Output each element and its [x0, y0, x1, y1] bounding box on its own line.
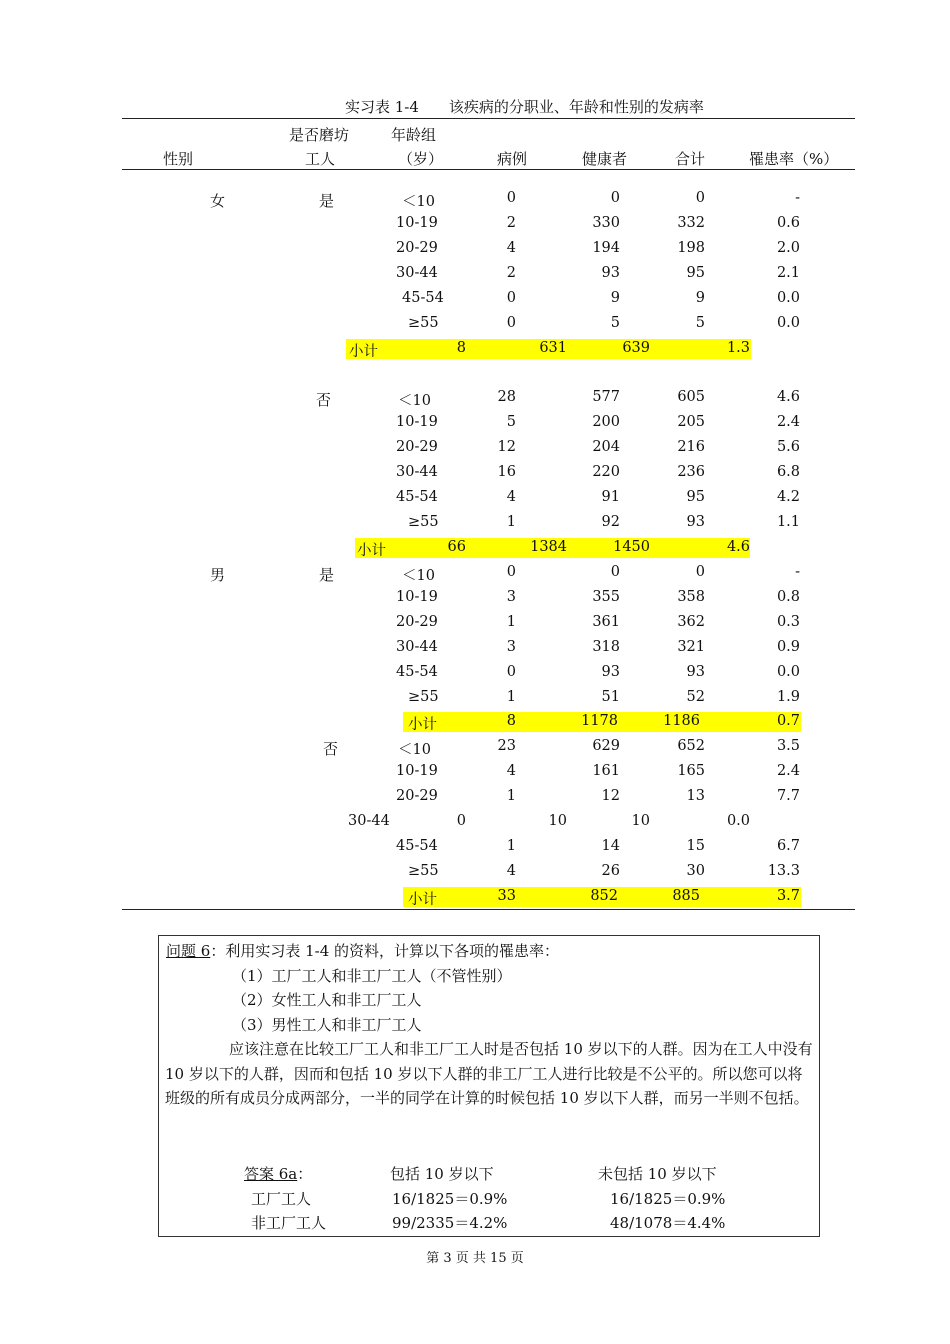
table-cell: 204 — [592, 439, 620, 455]
table-cell: 198 — [677, 240, 705, 256]
subtotal-label: 小计 — [408, 717, 437, 733]
table-cell: 9 — [695, 290, 705, 306]
table-cell: 93 — [601, 265, 620, 281]
worker-yes-label: 是 — [319, 192, 335, 210]
question-label: 问题 6 — [166, 942, 211, 960]
answer-colon: ： — [297, 1165, 313, 1183]
answer-label: 答案 6a — [244, 1165, 298, 1183]
subtotal-cell: 4.6 — [726, 539, 750, 555]
question-item: （2）女性工人和非工厂工人 — [232, 991, 422, 1009]
table-cell: 6.8 — [776, 464, 800, 480]
age-group-cell: 10-19 — [396, 215, 438, 231]
subtotal-cell: 852 — [590, 888, 618, 904]
table-cell: 1 — [506, 788, 516, 804]
age-group-cell: 45-54 — [402, 290, 444, 306]
table-cell: 4 — [506, 489, 516, 505]
subtotal-cell: 1.3 — [726, 340, 750, 356]
age-group-cell: 30-44 — [396, 265, 438, 281]
table-cell: 0 — [506, 315, 516, 331]
table-cell: 2.4 — [776, 414, 800, 430]
table-cell: 0.8 — [776, 589, 800, 605]
table-cell: 2.0 — [776, 240, 800, 256]
age-group-cell: 30-44 — [396, 639, 438, 655]
table-cell: 1 — [506, 689, 516, 705]
age-group-cell: 20-29 — [396, 439, 438, 455]
answer-col1-header: 包括 10 岁以下 — [390, 1165, 494, 1183]
age-group-cell: ＜10 — [398, 393, 431, 409]
table-cell: 93 — [686, 664, 705, 680]
table-cell: 0.9 — [776, 639, 800, 655]
table-cell: 161 — [592, 763, 620, 779]
table-title: 实习表 1-4 该疾病的分职业、年龄和性别的发病率 — [345, 98, 704, 116]
table-cell: 51 — [601, 689, 620, 705]
table-cell: 10 — [631, 813, 650, 829]
header-total: 合计 — [675, 150, 706, 168]
table-cell: 4 — [506, 240, 516, 256]
table-cell: 0.0 — [776, 664, 800, 680]
table-cell: 318 — [592, 639, 620, 655]
table-cell: 165 — [677, 763, 705, 779]
question-intro: ：利用实习表 1-4 的资料，计算以下各项的罹患率： — [210, 942, 560, 960]
header-worker-line2: 工人 — [305, 150, 336, 168]
subtotal-label: 小计 — [357, 543, 386, 559]
table-cell: 652 — [677, 738, 705, 754]
table-cell: 5 — [695, 315, 705, 331]
table-cell: 205 — [677, 414, 705, 430]
sex-female-label: 女 — [210, 192, 226, 210]
answer-value: 16/1825＝0.9% — [610, 1190, 726, 1208]
table-cell: 1 — [506, 614, 516, 630]
worker-no-label: 否 — [323, 740, 339, 758]
table-cell: 0 — [506, 190, 516, 206]
age-group-cell: 20-29 — [396, 614, 438, 630]
table-cell: 0 — [506, 564, 516, 580]
table-cell: 13.3 — [767, 863, 800, 879]
subtotal-cell: 631 — [539, 340, 567, 356]
table-cell: 629 — [592, 738, 620, 754]
question-note: 应该注意在比较工厂工人和非工厂工人时是否包括 10 岁以下的人群。因为在工人中没有 10 岁以下的人群，因而和包括 10 岁以下人群的非工厂工人进行比较是不公平的。所以您可以将班级的所有成员分成两部分，一半的同学在计算的时候包括 10 岁以下人群，而另一半则不包括。 — [165, 1040, 813, 1108]
table-cell: 2 — [506, 215, 516, 231]
header-rate: 罹患率（%） — [749, 150, 839, 168]
age-group-cell: 45-54 — [396, 489, 438, 505]
subtotal-cell: 1450 — [613, 539, 650, 555]
header-cases: 病例 — [497, 150, 528, 168]
table-cell: 52 — [686, 689, 705, 705]
table-cell: 216 — [677, 439, 705, 455]
age-group-cell: 20-29 — [396, 788, 438, 804]
table-cell: 23 — [497, 738, 516, 754]
table-cell: 2.1 — [776, 265, 800, 281]
answer-value: 48/1078＝4.4% — [610, 1214, 726, 1232]
table-cell: 6.7 — [776, 838, 800, 854]
header-bottom-rule — [122, 169, 855, 170]
subtotal-cell: 3.7 — [776, 888, 800, 904]
table-cell: 3 — [506, 589, 516, 605]
answer-row-label: 非工厂工人 — [251, 1214, 327, 1232]
table-cell: 577 — [592, 389, 620, 405]
answer-col2-header: 未包括 10 岁以下 — [598, 1165, 717, 1183]
answer-heading — [244, 1163, 312, 1184]
subtotal-cell: 33 — [497, 888, 516, 904]
table-cell: 4.2 — [776, 489, 800, 505]
sex-male-label: 男 — [210, 566, 226, 584]
table-cell: 26 — [601, 863, 620, 879]
subtotal-cell: 885 — [672, 888, 700, 904]
header-healthy: 健康者 — [582, 150, 628, 168]
table-cell: 13 — [686, 788, 705, 804]
table-cell: 605 — [677, 389, 705, 405]
table-cell: 194 — [592, 240, 620, 256]
table-cell: 1 — [506, 514, 516, 530]
table-cell: 332 — [677, 215, 705, 231]
table-cell: 10 — [548, 813, 567, 829]
table-cell: 95 — [686, 265, 705, 281]
table-cell: 361 — [592, 614, 620, 630]
table-cell: 5 — [610, 315, 620, 331]
table-cell: 91 — [601, 489, 620, 505]
question-item: （3）男性工人和非工厂工人 — [232, 1016, 422, 1034]
table-cell: 92 — [601, 514, 620, 530]
subtotal-cell: 1178 — [581, 713, 618, 729]
age-group-cell: ≥55 — [408, 863, 439, 879]
table-cell: 2 — [506, 265, 516, 281]
table-cell: 1.9 — [776, 689, 800, 705]
table-cell: 9 — [610, 290, 620, 306]
table-cell: 358 — [677, 589, 705, 605]
table-cell: 362 — [677, 614, 705, 630]
question-heading — [166, 940, 559, 961]
age-group-cell: 10-19 — [396, 763, 438, 779]
table-cell: 0 — [610, 190, 620, 206]
table-cell: 0 — [695, 190, 705, 206]
table-top-rule — [122, 118, 855, 119]
table-cell: 30 — [686, 863, 705, 879]
table-cell: 355 — [592, 589, 620, 605]
table-cell: 93 — [686, 514, 705, 530]
worker-yes-label: 是 — [319, 566, 335, 584]
table-cell: 1.1 — [776, 514, 800, 530]
age-group-cell: ＜10 — [402, 194, 435, 210]
table-cell: 0.0 — [776, 290, 800, 306]
table-cell: 0.0 — [726, 813, 750, 829]
table-cell: 93 — [601, 664, 620, 680]
table-cell: 2.4 — [776, 763, 800, 779]
table-cell: 220 — [592, 464, 620, 480]
age-group-cell: 45-54 — [396, 838, 438, 854]
table-cell: 7.7 — [776, 788, 800, 804]
table-cell: 0 — [456, 813, 466, 829]
table-cell: 1 — [506, 838, 516, 854]
table-cell: 330 — [592, 215, 620, 231]
header-worker-line1: 是否磨坊 — [289, 126, 350, 144]
page-footer: 第 3 页 共 15 页 — [426, 1251, 524, 1266]
subtotal-cell: 639 — [622, 340, 650, 356]
table-cell: 15 — [686, 838, 705, 854]
answer-value: 99/2335＝4.2% — [392, 1214, 508, 1232]
table-cell: 12 — [601, 788, 620, 804]
age-group-cell: 30-44 — [348, 813, 390, 829]
table-cell: 0.0 — [776, 315, 800, 331]
table-cell: 28 — [497, 389, 516, 405]
age-group-cell: ＜10 — [398, 742, 431, 758]
header-age-line2: （岁） — [398, 150, 444, 168]
age-group-cell: ≥55 — [408, 689, 439, 705]
subtotal-cell: 66 — [447, 539, 466, 555]
age-group-cell: ＜10 — [402, 568, 435, 584]
header-age-line1: 年龄组 — [391, 126, 437, 144]
table-cell: 0.3 — [776, 614, 800, 630]
answer-value: 16/1825＝0.9% — [392, 1190, 508, 1208]
table-cell: 4.6 — [776, 389, 800, 405]
age-group-cell: 45-54 — [396, 664, 438, 680]
table-cell: 95 — [686, 489, 705, 505]
subtotal-cell: 8 — [456, 340, 466, 356]
age-group-cell: 10-19 — [396, 414, 438, 430]
age-group-cell: 30-44 — [396, 464, 438, 480]
table-cell: 16 — [497, 464, 516, 480]
age-group-cell: 20-29 — [396, 240, 438, 256]
subtotal-label: 小计 — [408, 892, 437, 908]
worker-no-label: 否 — [316, 391, 332, 409]
subtotal-cell: 8 — [506, 713, 516, 729]
table-cell: 4 — [506, 763, 516, 779]
table-cell: 200 — [592, 414, 620, 430]
table-cell: 321 — [677, 639, 705, 655]
subtotal-label: 小计 — [349, 344, 378, 360]
header-sex: 性别 — [163, 150, 194, 168]
table-cell: 0.6 — [776, 215, 800, 231]
age-group-cell: 10-19 — [396, 589, 438, 605]
answer-row-label: 工厂工人 — [251, 1190, 312, 1208]
table-cell: 4 — [506, 863, 516, 879]
table-cell: 3 — [506, 639, 516, 655]
table-cell: 0 — [506, 664, 516, 680]
table-cell: 0 — [506, 290, 516, 306]
age-group-cell: ≥55 — [408, 315, 439, 331]
subtotal-cell: 0.7 — [776, 713, 800, 729]
table-cell: - — [795, 564, 800, 580]
question-item: （1）工厂工人和非工厂工人（不管性别） — [232, 967, 512, 985]
subtotal-cell: 1186 — [663, 713, 700, 729]
table-cell: 5 — [506, 414, 516, 430]
table-cell: 0 — [610, 564, 620, 580]
table-bottom-rule — [122, 909, 855, 910]
table-cell: 14 — [601, 838, 620, 854]
table-cell: 12 — [497, 439, 516, 455]
table-cell: 5.6 — [776, 439, 800, 455]
table-cell: 236 — [677, 464, 705, 480]
age-group-cell: ≥55 — [408, 514, 439, 530]
table-cell: - — [795, 190, 800, 206]
table-cell: 3.5 — [776, 738, 800, 754]
table-cell: 0 — [695, 564, 705, 580]
subtotal-cell: 1384 — [530, 539, 567, 555]
